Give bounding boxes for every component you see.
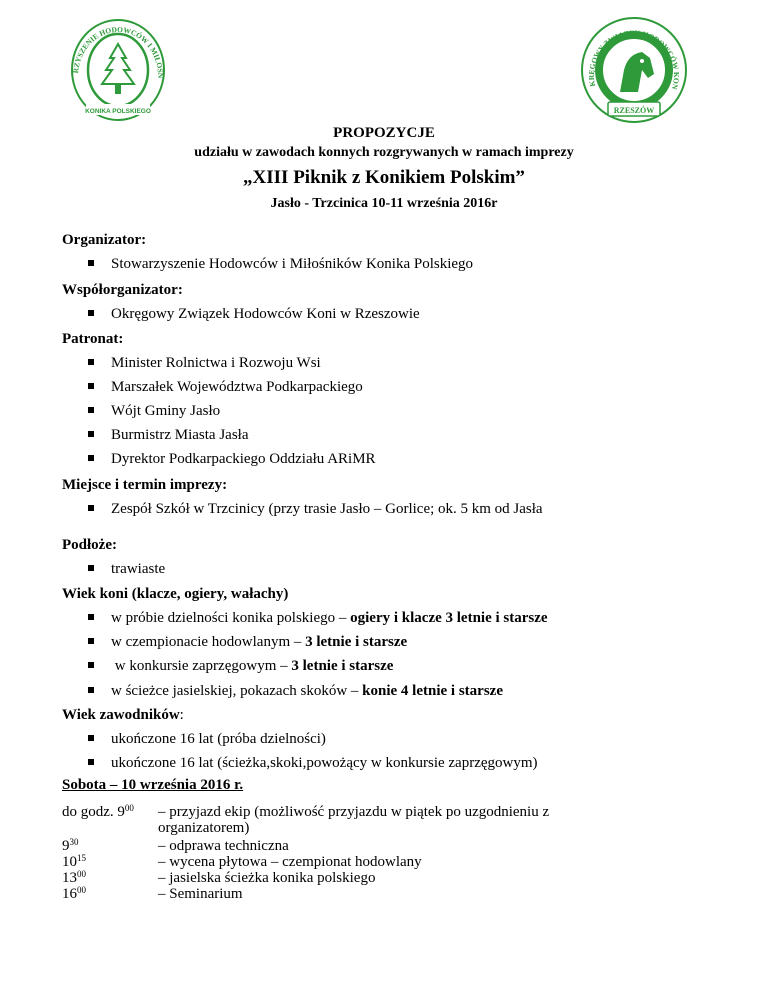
schedule-desc: – wycena płytowa – czempionat hodowlany xyxy=(158,854,422,870)
section-title-patronage: Patronat: xyxy=(62,331,124,347)
doc-subheading: udziału w zawodach konnych rozgrywanych w ramach imprezy xyxy=(194,145,574,160)
section-title-venue: Miejsce i termin imprezy: xyxy=(62,477,228,493)
bullet-icon xyxy=(88,565,94,571)
bullet-icon xyxy=(88,383,94,389)
list-item: w konkursie zaprzęgowym – 3 letnie i starsze xyxy=(88,658,393,675)
section-title-rider-age: Wiek zawodników: xyxy=(62,707,184,723)
list-item: trawiaste xyxy=(88,561,165,578)
horse-head-icon xyxy=(620,52,654,92)
pine-tree-icon xyxy=(102,44,134,94)
ozhk-logo xyxy=(578,14,690,126)
list-item: Zespół Szkół w Trzcinicy (przy trasie Jasło – Gorlice; ok. 5 km od Jasła xyxy=(88,501,543,518)
bullet-icon xyxy=(88,431,94,437)
schedule-desc: organizatorem) xyxy=(158,820,250,836)
schedule-desc: – odprawa techniczna xyxy=(158,838,289,854)
list-item: ukończone 16 lat (ścieżka,skoki,powożący w konkursie zaprzęgowym) xyxy=(88,755,538,772)
left-logo-banner: KONIKA POLSKIEGO xyxy=(85,108,151,115)
bullet-icon xyxy=(88,687,94,693)
event-location-date: Jasło - Trzcinica 10-11 września 2016r xyxy=(270,196,498,211)
schedule-desc: – jasielska ścieżka konika polskiego xyxy=(158,870,376,886)
schedule-time: $9^{30}$ xyxy=(62,837,79,854)
saturday-heading: Sobota – 10 września 2016 r. xyxy=(62,777,244,793)
bullet-icon xyxy=(88,614,94,620)
bullet-icon xyxy=(88,455,94,461)
right-logo-banner: RZESZÓW xyxy=(613,106,655,115)
bullet-icon xyxy=(88,759,94,765)
shkp-logo xyxy=(64,12,172,124)
bullet-icon xyxy=(88,310,94,316)
section-title-ground: Podłoże: xyxy=(62,537,117,553)
svg-text:STOWARZYSZENIE HODOWCÓW I MIŁO xyxy=(64,12,166,79)
list-item: Wójt Gminy Jasło xyxy=(88,403,220,420)
bullet-icon xyxy=(88,735,94,741)
event-title: „XIII Piknik z Konikiem Polskim” xyxy=(243,167,525,188)
left-logo-ring-text: RZYSZENIE HODOWCÓW I MIŁOŚN xyxy=(71,24,166,79)
section-title-horse-age: Wiek koni (klacze, ogiery, wałachy) xyxy=(62,586,289,602)
doc-heading: PROPOZYCJE xyxy=(333,125,435,141)
bullet-icon xyxy=(88,359,94,365)
section-title-coorganizer: Współorganizator: xyxy=(62,282,183,298)
bullet-icon xyxy=(88,662,94,668)
right-logo-ring-text: KRĘGOWY ZWIĄZEK HODOWCÓW KON xyxy=(586,28,682,91)
schedule-time: $10^{15}$ xyxy=(62,853,86,870)
list-item: Burmistrz Miasta Jasła xyxy=(88,427,248,444)
schedule-time: do godz. $9^{00}$ xyxy=(62,803,134,820)
bullet-icon xyxy=(88,260,94,266)
schedule-time: $16^{00}$ xyxy=(62,885,86,902)
list-item: w ścieżce jasielskiej, pokazach skoków – konie 4 letnie i starsze xyxy=(88,683,503,700)
list-item: Marszałek Województwa Podkarpackiego xyxy=(88,379,363,396)
list-item: w czempionacie hodowlanym – 3 letnie i starsze xyxy=(88,634,407,651)
list-item: Dyrektor Podkarpackiego Oddziału ARiMR xyxy=(88,451,376,468)
schedule-desc: – Seminarium xyxy=(158,886,243,902)
bullet-icon xyxy=(88,638,94,644)
bullet-icon xyxy=(88,407,94,413)
list-item: ukończone 16 lat (próba dzielności) xyxy=(88,731,326,748)
schedule-time: $13^{00}$ xyxy=(62,869,86,886)
list-item: Stowarzyszenie Hodowców i Miłośników Konika Polskiego xyxy=(88,256,473,273)
list-item: Minister Rolnictwa i Rozwoju Wsi xyxy=(88,355,321,372)
list-item: w próbie dzielności konika polskiego – ogiery i klacze 3 letnie i starsze xyxy=(88,610,548,627)
list-item: Okręgowy Związek Hodowców Koni w Rzeszowie xyxy=(88,306,420,323)
schedule-desc: – przyjazd ekip (możliwość przyjazdu w piątek po uzgodnieniu z xyxy=(158,804,550,820)
section-title-organizer: Organizator: xyxy=(62,232,147,248)
bullet-icon xyxy=(88,505,94,511)
